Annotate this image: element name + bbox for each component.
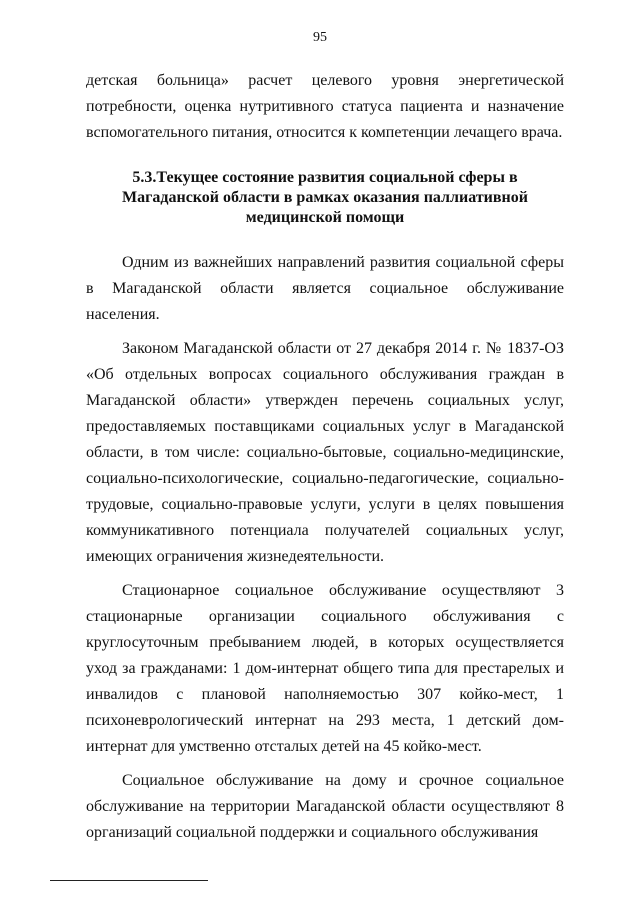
section-heading: 5.3.Текущее состояние развития социальной сферы в Магаданской области в рамках оказания паллиативной медицинской помощи <box>122 169 528 226</box>
paragraph-stationary-service: Стационарное социальное обслуживание осуществляют 3 стационарные организации социального обслуживания с круглосуточным пребыванием людей, в которых осуществляется уход за гражданами: 1 дом-интернат общего типа для престарелых и инвалидов с плановой наполняемостью 307 койко-мест, 1 психоневрологический интернат на 293 места, 1 детский дом-интернат для умственно отсталых детей на 45 койко-мест. <box>86 582 564 755</box>
paragraph-law-services: Законом Магаданской области от 27 декабря 2014 г. № 1837-ОЗ «Об отдельных вопросах социального обслуживания граждан в Магаданской области» утвержден перечень социальных услуг, предоставляемых поставщиками социальных услуг в Магаданской области, в том числе: социально-бытовые, социально-медицинские, социально-психологические, социально-педагогические, социально-трудовые, социально-правовые услуги, услуги в целях повышения коммуникативного потенциала получателей социальных услуг, имеющих ограничения жизнедеятельности. <box>86 340 564 565</box>
paragraph-continuation: детская больница» расчет целевого уровня энергетической потребности, оценка нутритивного статуса пациента и назначение вспомогательного питания, относится к компетенции лечащего врача. <box>86 72 564 141</box>
footnote-separator <box>50 880 208 881</box>
paragraph-social-sphere: Одним из важнейших направлений развития социальной сферы в Магаданской области является социальное обслуживание населения. <box>86 254 564 323</box>
page-number: 95 <box>313 30 327 45</box>
paragraph-home-service: Социальное обслуживание на дому и срочное социальное обслуживание на территории Магаданской области осуществляют 8 организаций социальной поддержки и социального обслуживания <box>86 772 564 841</box>
document-body <box>86 68 564 846</box>
